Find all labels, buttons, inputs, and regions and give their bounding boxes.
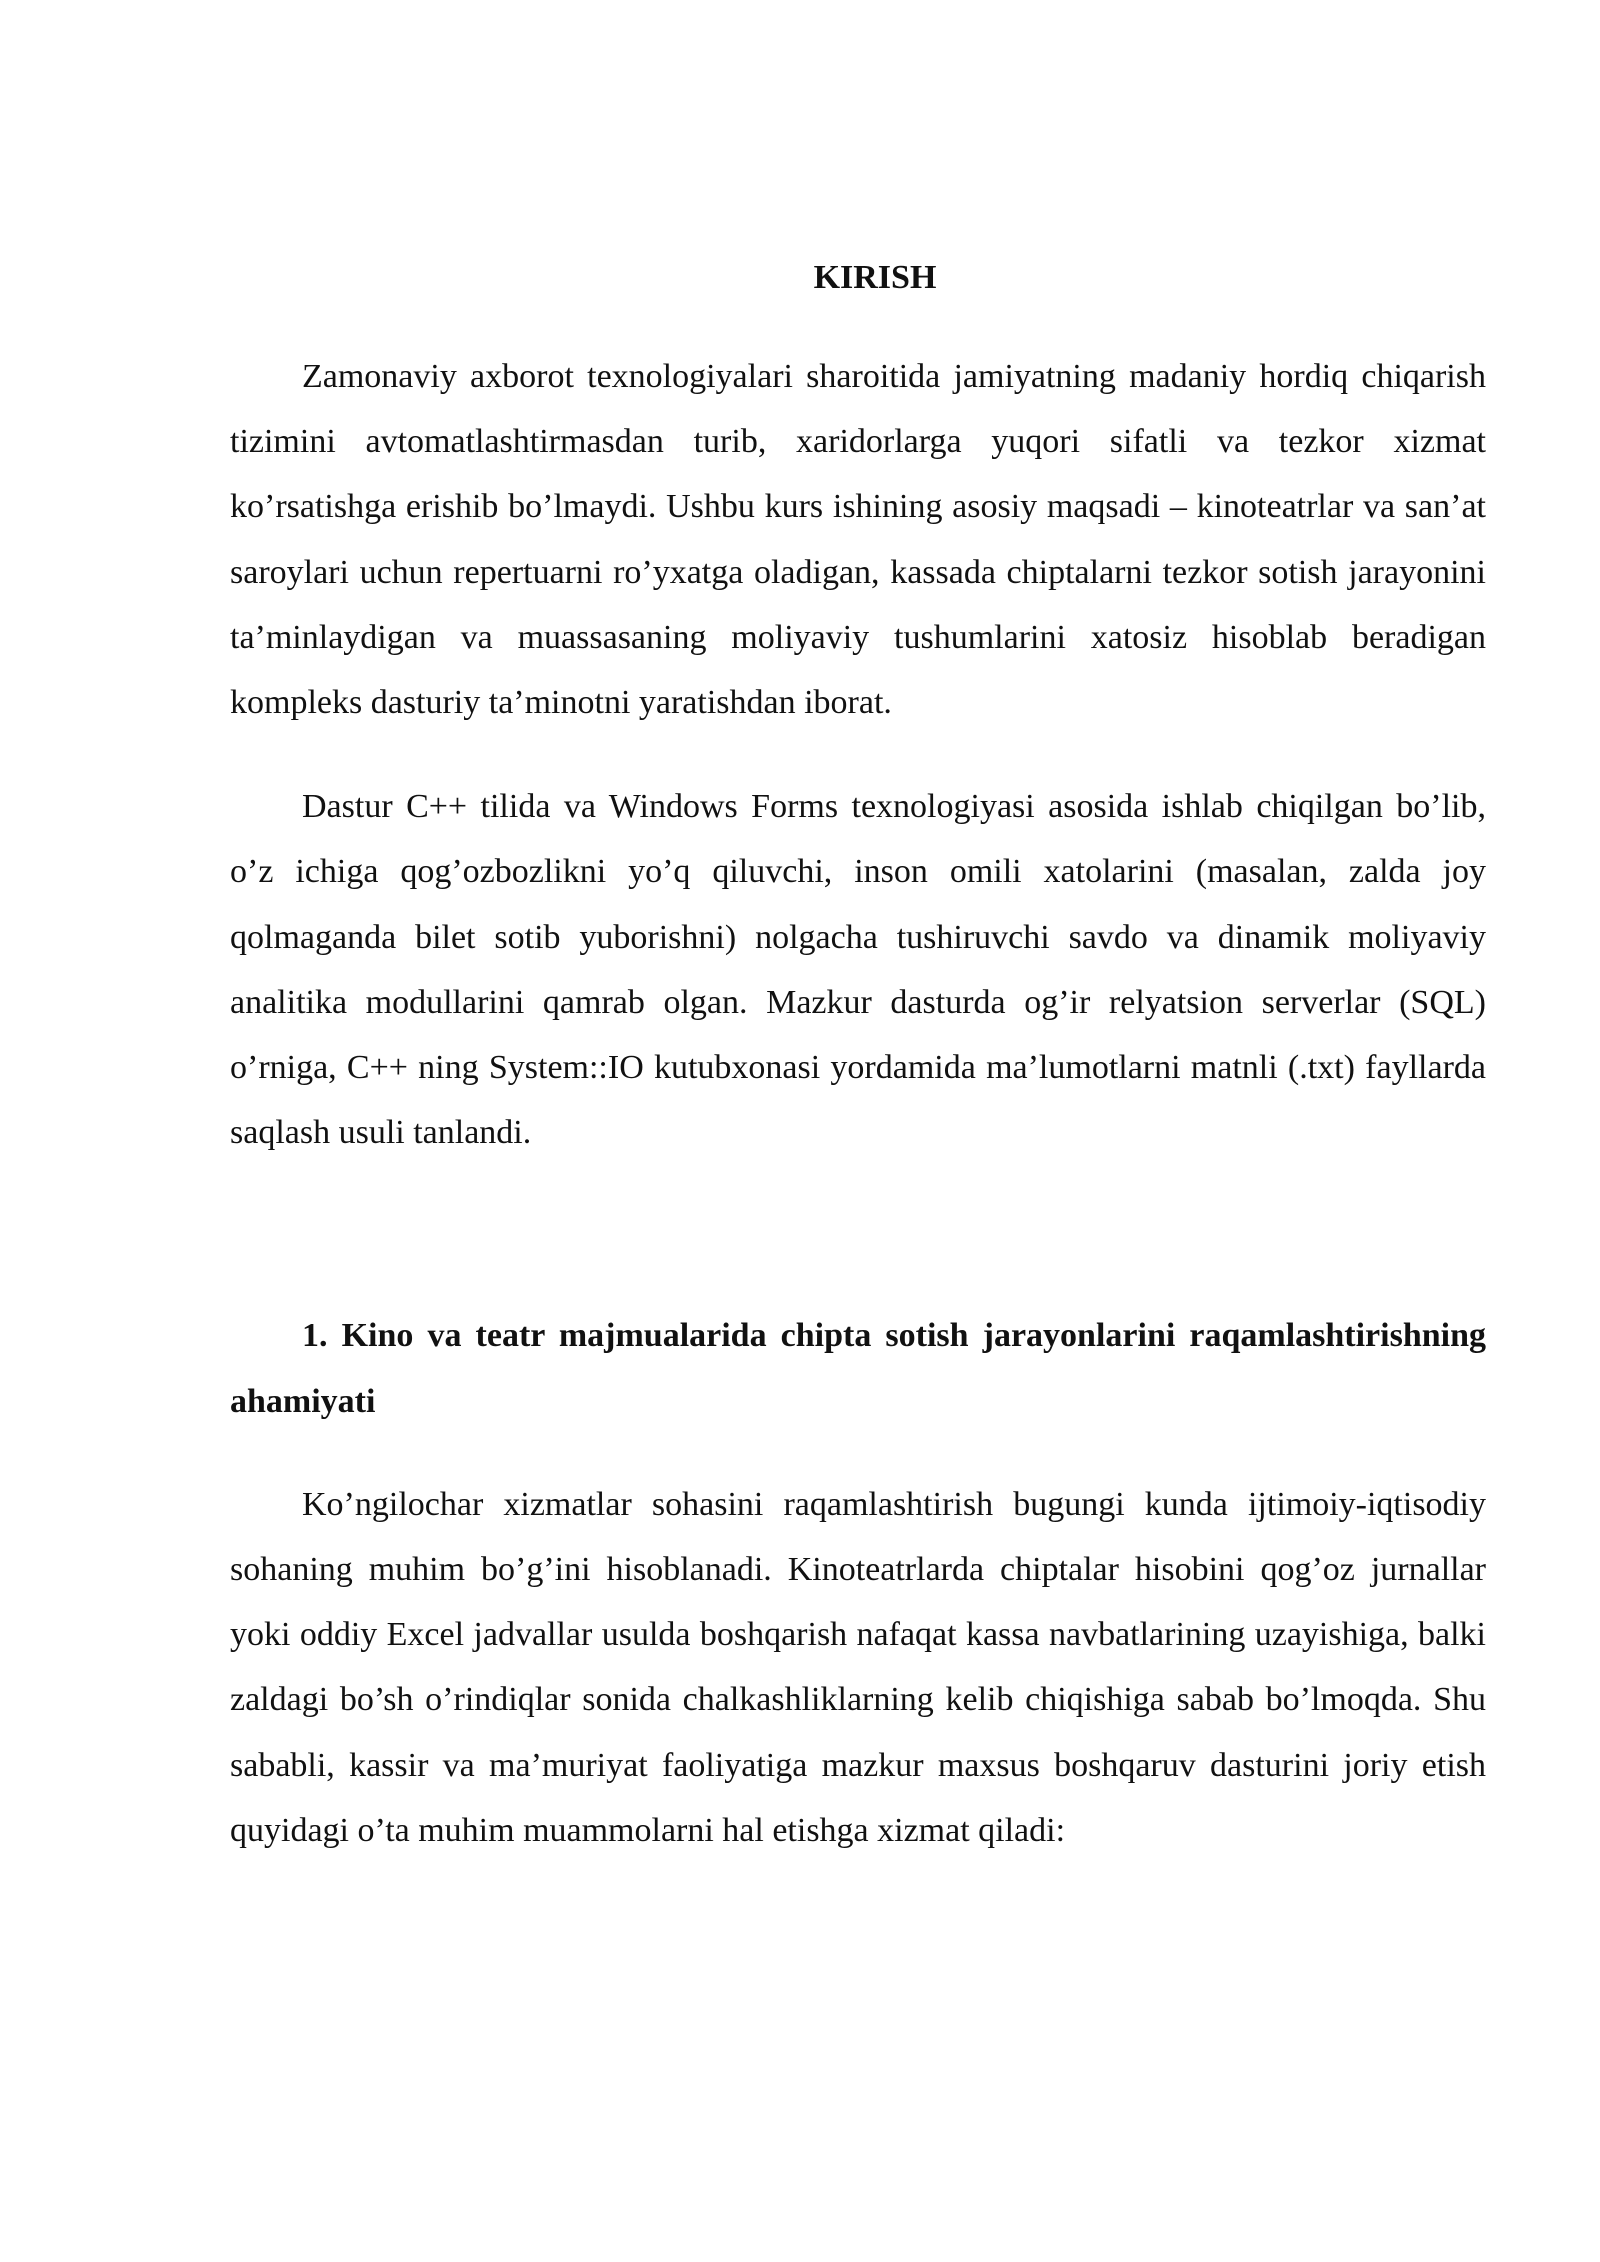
intro-paragraph-1: Zamonaviy axborot texnologiyalari sharoitida jamiyatning madaniy hordiq chiqarish tizimini avtomatlashtirmasdan turib, xaridorlarga yuqori sifatli va tezkor xizmat ko’rsatishga erishib bo’lmaydi. Ushbu kurs ishining asosiy maqsadi – kinoteatrlar va san’at saroylari uchun repertuarni ro’yxatga oladigan, kassada chiptalarni tezkor sotish jarayonini ta’minlaydigan va muassasaning moliyaviy tushumlarini xatosiz hisoblab beradigan kompleks dasturiy ta’minotni yaratishdan iborat. xyxy=(230,358,1486,722)
page-title: KIRISH xyxy=(813,259,937,296)
heading-spacer xyxy=(230,1434,1486,1472)
paragraph-spacer xyxy=(230,735,1486,774)
page-content xyxy=(230,248,1486,1863)
intro-paragraph-2: Dastur C++ tilida va Windows Forms texnologiyasi asosida ishlab chiqilgan bo’lib, o’z ichiga qog’ozbozlikni yo’q qiluvchi, inson omili xatolarini (masalan, zalda joy qolmaganda bilet sotib yuborishni) nolgacha tushiruvchi savdo va dinamik moliyaviy analitika modullarini qamrab olgan. Mazkur dasturda og’ir relyatsion serverlar (SQL) o’rniga, C++ ning System::IO kutubxonasi yordamida ma’lumotlarni matnli (.txt) fayllarda saqlash usuli tanlandi. xyxy=(230,788,1486,1152)
section-paragraph: Ko’ngilochar xizmatlar sohasini raqamlashtirish bugungi kunda ijtimoiy-iqtisodiy sohaning muhim bo’g’ini hisoblanadi. Kinoteatrlarda chiptalar hisobini qog’oz jurnallar yoki oddiy Excel jadvallar usulda boshqarish nafaqat kassa navbatlarining uzayishiga, balki zaldagi bo’sh o’rindiqlar sonida chalkashliklarning kelib chiqishiga sabab bo’lmoqda. Shu sababli, kassir va ma’muriyat faoliyatiga mazkur maxsus boshqaruv dasturini joriy etish quyidagi o’ta muhim muammolarni hal etishga xizmat qiladi: xyxy=(230,1485,1486,1849)
section-spacer xyxy=(230,1165,1486,1303)
section-heading: 1. Kino va teatr majmualarida chipta sotish jarayonlarini raqamlashtirishning ahamiyati xyxy=(230,1317,1486,1420)
